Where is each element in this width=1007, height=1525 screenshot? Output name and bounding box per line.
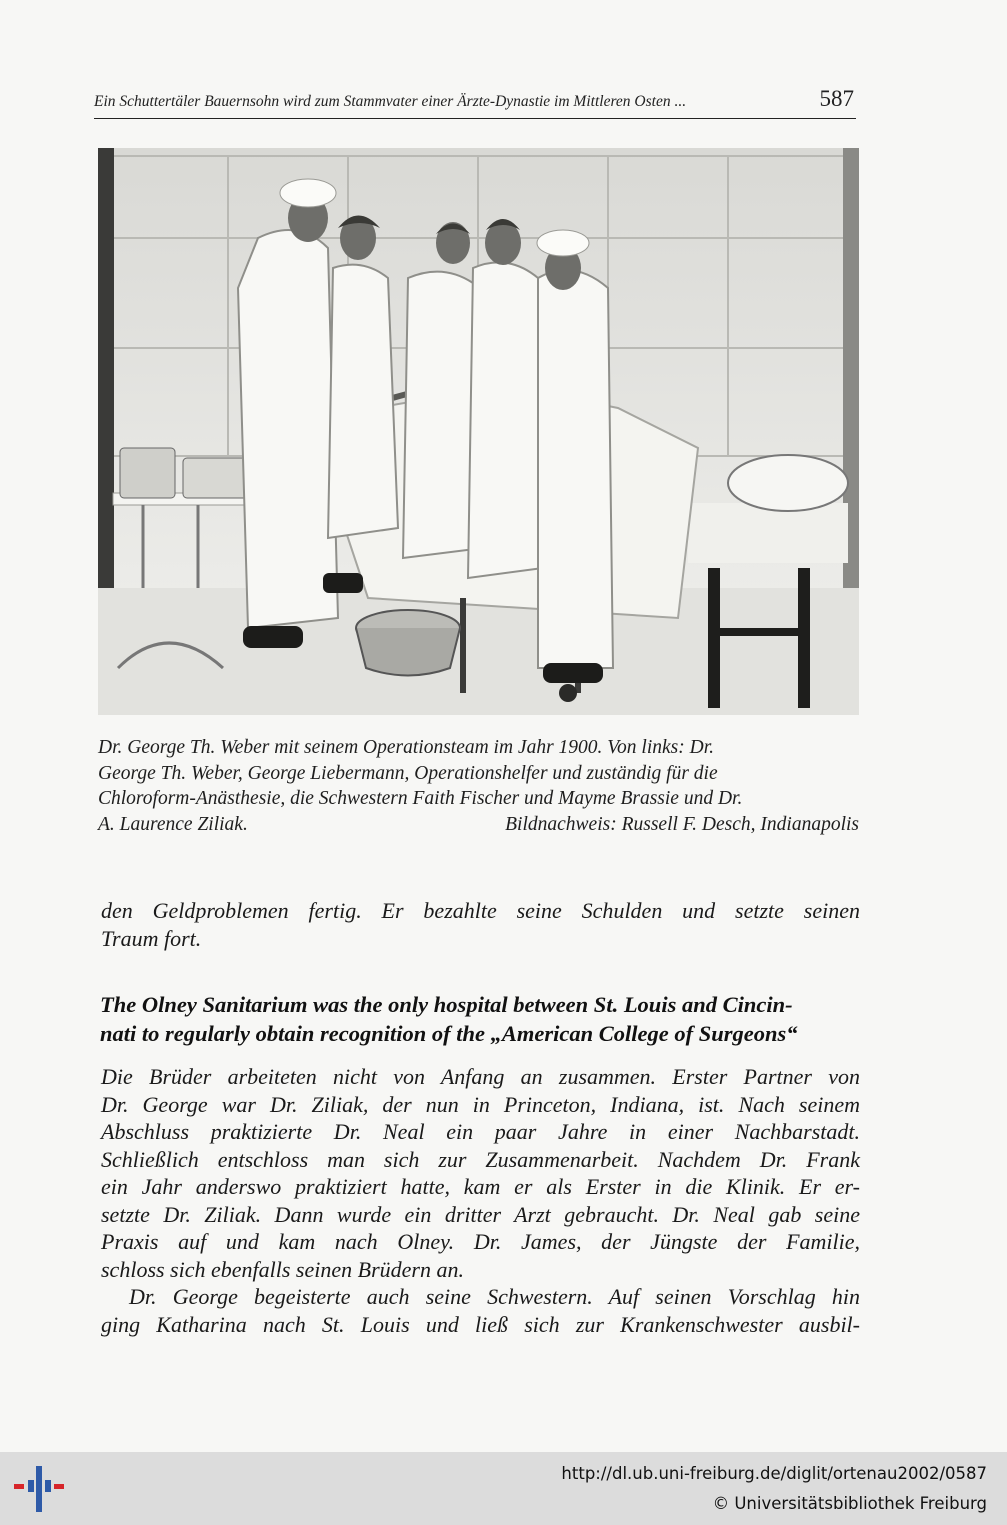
operating-room-photo-icon: [98, 148, 859, 715]
text-line: ein Jahr anderswo praktiziert hatte, kam er als Erster in die Klinik. Er er-: [101, 1174, 860, 1199]
heading-line: The Olney Sanitarium was the only hospital between St. Louis and Cincin-: [100, 992, 793, 1017]
ub-freiburg-logo-icon: [12, 1464, 64, 1514]
copyright-notice: © Universitätsbibliothek Freiburg: [712, 1494, 987, 1513]
text-line: ging Katharina nach St. Louis und ließ sich zur Krankenschwester ausbil-: [101, 1311, 860, 1337]
page-number: 587: [819, 86, 854, 111]
text-line: Schließlich entschloss man sich zur Zusammenarbeit. Nachdem Dr. Frank: [101, 1146, 860, 1172]
historical-photo: [98, 148, 859, 715]
text-line: Abschluss praktizierte Dr. Neal ein paar Jahre in einer Nachbarstadt.: [101, 1119, 860, 1144]
caption-line: Dr. George Th. Weber mit seinem Operationsteam im Jahr 1900. Von links: Dr.: [98, 737, 715, 758]
caption-last-line: [98, 812, 859, 838]
heading-line: nati to regularly obtain recognition of the „American College of Surgeons“: [100, 1021, 798, 1046]
text-line: Die Brüder arbeiteten nicht von Anfang an zusammen. Erster Partner von: [101, 1064, 860, 1089]
caption-line: Chloroform-Anästhesie, die Schwestern Faith Fischer und Mayme Brassie und Dr.: [98, 788, 743, 809]
running-header: [94, 86, 856, 119]
running-title: Ein Schuttertäler Bauernsohn wird zum Stammvater einer Ärzte-Dynastie im Mittleren Osten ...: [94, 93, 687, 110]
caption-line: George Th. Weber, George Liebermann, Operationshelfer und zuständig für die: [98, 762, 718, 784]
text-line: Dr. George war Dr. Ziliak, der nun in Princeton, Indiana, ist. Nach seinem: [101, 1091, 860, 1117]
figure-caption: [98, 735, 859, 837]
paragraph: [101, 897, 860, 952]
section-heading: [100, 990, 860, 1048]
text-line: Traum fort.: [101, 925, 202, 951]
text-line: schloss sich ebenfalls seinen Brüdern an.: [101, 1256, 464, 1282]
paragraph: [101, 1063, 860, 1338]
source-url-link[interactable]: http://dl.ub.uni-freiburg.de/diglit/ortenau2002/0587: [561, 1464, 987, 1483]
photo-credit: Bildnachweis: Russell F. Desch, Indianapolis: [505, 813, 859, 835]
text-line: Dr. George begeisterte auch seine Schwestern. Auf seinen Vorschlag hin: [129, 1284, 860, 1309]
library-footer: [0, 1452, 1007, 1525]
caption-line: A. Laurence Ziliak.: [98, 813, 248, 835]
text-line: Praxis auf und kam nach Olney. Dr. James, der Jüngste der Familie,: [101, 1229, 860, 1254]
text-line: den Geldproblemen fertig. Er bezahlte seine Schulden und setzte seinen: [101, 898, 860, 923]
text-line: setzte Dr. Ziliak. Dann wurde ein dritter Arzt gebraucht. Dr. Neal gab seine: [101, 1201, 860, 1227]
